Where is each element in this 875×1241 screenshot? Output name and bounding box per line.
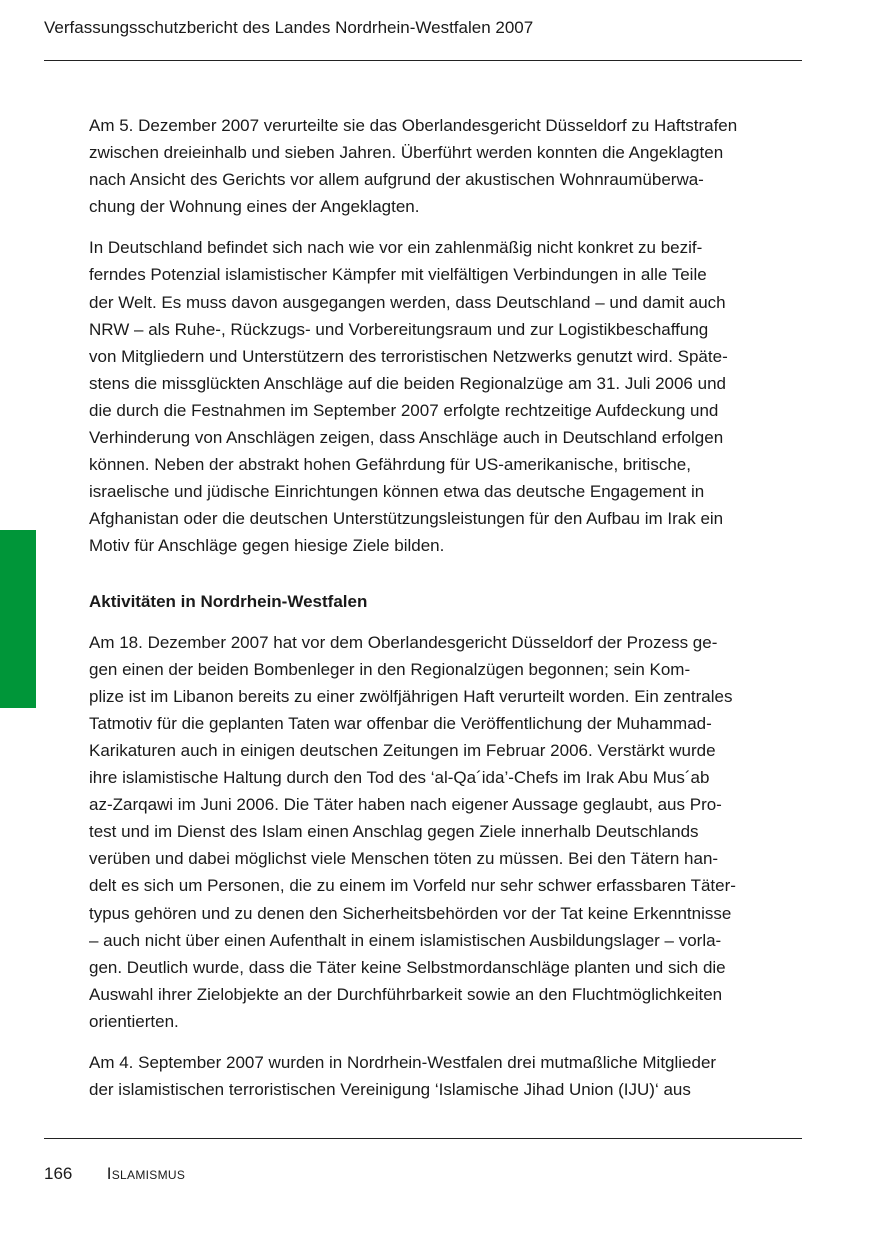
page-content xyxy=(89,112,805,1103)
text-line: az-Zarqawi im Juni 2006. Die Täter haben nach eigener Aussage geglaubt, aus Pro- xyxy=(89,795,722,815)
text-line: Afghanistan oder die deutschen Unterstützungsleistungen für den Aufbau im Irak ein xyxy=(89,509,724,529)
page-footer xyxy=(44,1162,185,1186)
text-line: In Deutschland befindet sich nach wie vor ein zahlenmäßig nicht konkret zu bezif- xyxy=(89,238,703,258)
text-line: ferndes Potenzial islamistischer Kämpfer mit vielfältigen Verbindungen in alle Teile xyxy=(89,265,707,285)
text-line: Motiv für Anschläge gegen hiesige Ziele bilden. xyxy=(89,536,445,556)
text-line: – auch nicht über einen Aufenthalt in einem islamistischen Ausbildungslager – vorla- xyxy=(89,930,722,950)
text-line: plize ist im Libanon bereits zu einer zwölfjährigen Haft verurteilt worden. Ein zentrales xyxy=(89,686,733,706)
section-heading xyxy=(89,588,805,615)
text-line: zwischen dreieinhalb und sieben Jahren. Überführt werden konnten die Angeklagten xyxy=(89,143,724,163)
text-line: der Welt. Es muss davon ausgegangen werden, dass Deutschland – und damit auch xyxy=(89,292,726,312)
text-line: delt es sich um Personen, die zu einem im Vorfeld nur sehr schwer erfassbaren Täter- xyxy=(89,876,736,896)
text-line: israelische und jüdische Einrichtungen können etwa das deutsche Engagement in xyxy=(89,482,705,502)
text-line: gen. Deutlich wurde, dass die Täter keine Selbstmordanschläge planten und sich die xyxy=(89,957,726,977)
text-line: ihre islamistische Haltung durch den Tod des ‘al-Qa´ida’-Chefs im Irak Abu Mus´ab xyxy=(89,768,710,788)
text-line: gen einen der beiden Bombenleger in den Regionalzügen begonnen; sein Kom- xyxy=(89,659,691,679)
text-line: Tatmotiv für die geplanten Taten war offenbar die Veröffentlichung der Muhammad- xyxy=(89,713,712,733)
text-line: von Mitgliedern und Unterstützern des terroristischen Netzwerks genutzt wird. Späte- xyxy=(89,346,728,366)
text-line: NRW – als Ruhe-, Rückzugs- und Vorbereitungsraum und zur Logistikbeschaffung xyxy=(89,319,709,339)
text-line: der islamistischen terroristischen Vereinigung ‘Islamische Jihad Union (IJU)‘ aus xyxy=(89,1080,691,1100)
footer-rule xyxy=(44,1138,802,1139)
text-line: test und im Dienst des Islam einen Anschlag gegen Ziele innerhalb Deutschlands xyxy=(89,822,699,842)
text-line: orientierten. xyxy=(89,1011,179,1031)
chapter-color-tab xyxy=(0,530,36,708)
header-rule xyxy=(44,60,802,61)
paragraph-4 xyxy=(89,1049,805,1103)
paragraph-1 xyxy=(89,112,805,220)
text-line: Am 18. Dezember 2007 hat vor dem Oberlandesgericht Düsseldorf der Prozess ge- xyxy=(89,632,718,652)
text-line: typus gehören und zu denen den Sicherheitsbehörden vor der Tat keine Erkenntnisse xyxy=(89,903,732,923)
text-line: nach Ansicht des Gerichts vor allem aufgrund der akustischen Wohnraumüberwa- xyxy=(89,170,704,190)
footer-section-name: Islamismus xyxy=(106,1164,186,1183)
text-line: die durch die Festnahmen im September 2007 erfolgte rechtzeitige Aufdeckung und xyxy=(89,400,719,420)
text-line: können. Neben der abstrakt hohen Gefährdung für US-amerikanische, britische, xyxy=(89,455,691,475)
running-header: Verfassungsschutzbericht des Landes Nordrhein-Westfalen 2007 xyxy=(44,18,534,37)
text-line: stens die missglückten Anschläge auf die beiden Regionalzüge am 31. Juli 2006 und xyxy=(89,373,726,393)
page-number: 166 xyxy=(44,1164,73,1183)
text-line: Karikaturen auch in einigen deutschen Zeitungen im Februar 2006. Verstärkt wurde xyxy=(89,740,716,760)
text-line: chung der Wohnung eines der Angeklagten. xyxy=(89,197,420,217)
text-line: verüben und dabei möglichst viele Menschen töten zu müssen. Bei den Tätern han- xyxy=(89,849,719,869)
text-line: Auswahl ihrer Zielobjekte an der Durchführbarkeit sowie an den Fluchtmöglichkeiten xyxy=(89,984,723,1004)
text-line: Verhinderung von Anschlägen zeigen, dass Anschläge auch in Deutschland erfolgen xyxy=(89,428,724,448)
text-line: Am 4. September 2007 wurden in Nordrhein-Westfalen drei mutmaßliche Mitglieder xyxy=(89,1053,717,1072)
paragraph-3 xyxy=(89,629,805,1035)
text-line: Am 5. Dezember 2007 verurteilte sie das Oberlandesgericht Düsseldorf zu Haftstrafen xyxy=(89,116,738,135)
paragraph-2 xyxy=(89,234,805,559)
section-heading-text: Aktivitäten in Nordrhein-Westfalen xyxy=(89,591,368,611)
